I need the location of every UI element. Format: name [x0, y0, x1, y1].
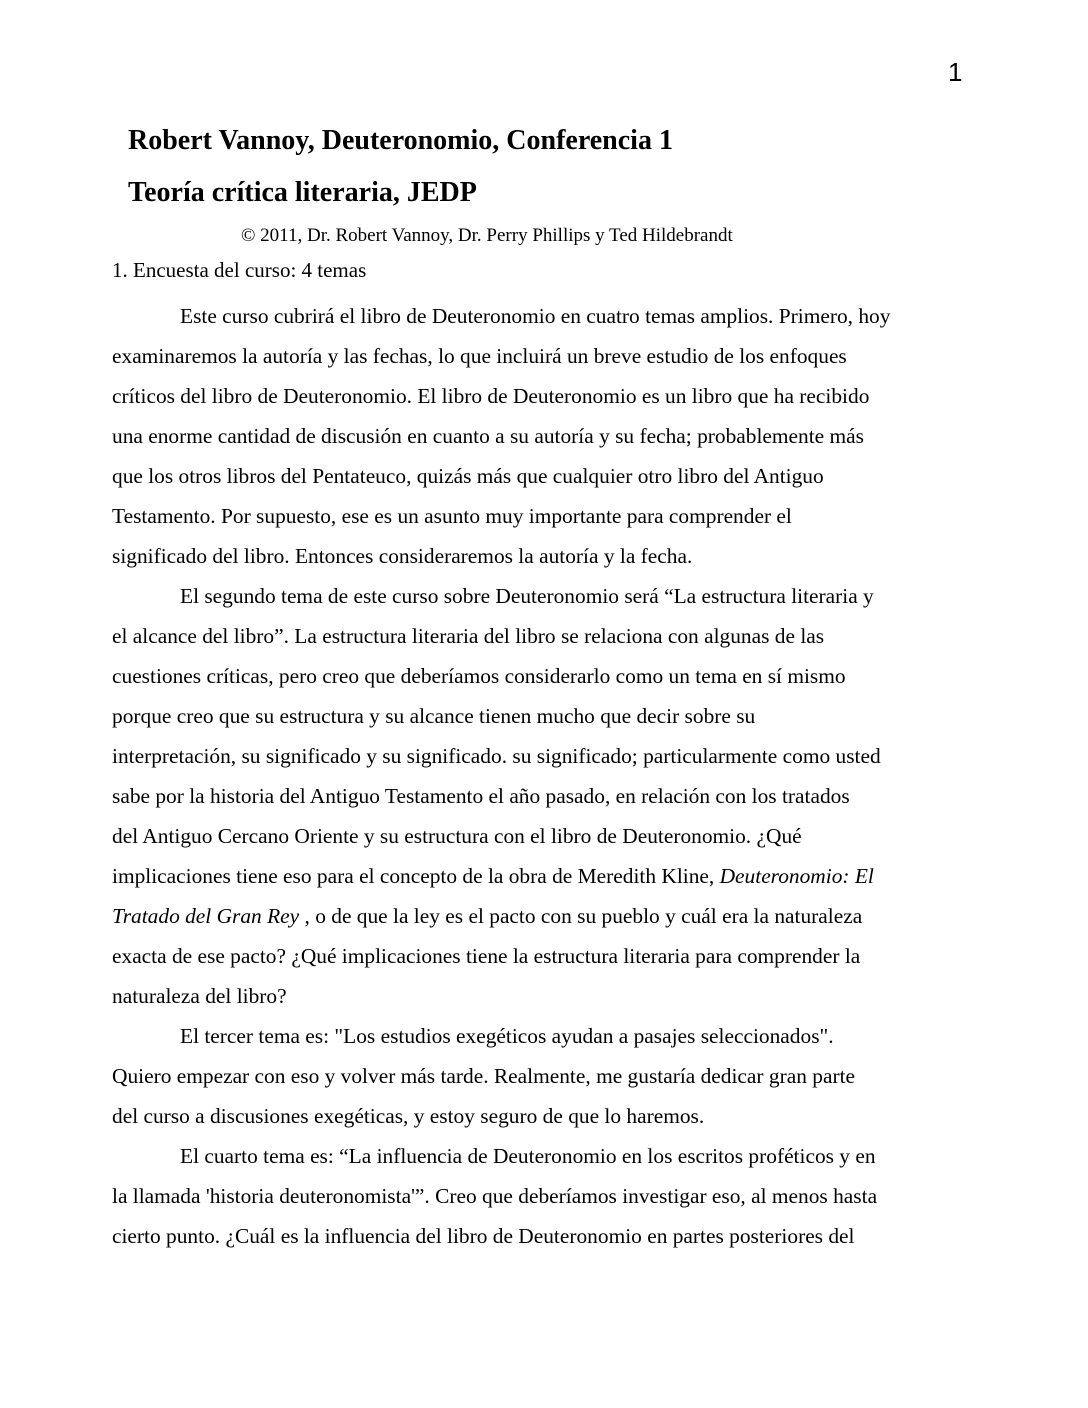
text-run: interpretación, su significado y su significado. su significado; particularmente como usted [112, 744, 881, 768]
paragraph-2-line-10 [112, 936, 976, 976]
text-run: cuestiones críticas, pero creo que deberíamos considerarlo como un tema en sí mismo [112, 664, 846, 688]
paragraph-1-line-2 [112, 336, 976, 376]
paragraph-4-line-2 [112, 1176, 976, 1216]
paragraph-1-line-6 [112, 496, 976, 536]
paragraph-3-line-3 [112, 1096, 976, 1136]
paragraph-1-line-4 [112, 416, 976, 456]
text-run: Testamento. Por supuesto, ese es un asunto muy importante para comprender el [112, 504, 792, 528]
paragraph-2-line-7 [112, 816, 976, 856]
text-run: El cuarto tema es: “La influencia de Deuteronomio en los escritos proféticos y en [180, 1144, 876, 1168]
paragraph-4-line-1 [112, 1136, 976, 1176]
paragraph-2-line-8 [112, 856, 976, 896]
text-run: El segundo tema de este curso sobre Deuteronomio será “La estructura literaria y [180, 584, 874, 608]
paragraph-1-line-7 [112, 536, 976, 576]
text-run: El tercer tema es: "Los estudios exegéticos ayudan a pasajes seleccionados". [180, 1024, 834, 1048]
section-heading: 1. Encuesta del curso: 4 temas [112, 258, 367, 282]
text-run: críticos del libro de Deuteronomio. El libro de Deuteronomio es un libro que ha recibido [112, 384, 870, 408]
text-run: sabe por la historia del Antiguo Testamento el año pasado, en relación con los tratados [112, 784, 850, 808]
document-body [112, 296, 976, 1256]
document-title: Robert Vannoy, Deuteronomio, Conferencia 1 [128, 125, 673, 156]
text-run: implicaciones tiene eso para el concepto de la obra de Meredith Kline, [112, 864, 720, 888]
text-run: del Antiguo Cercano Oriente y su estructura con el libro de Deuteronomio. ¿Qué [112, 824, 802, 848]
text-run: porque creo que su estructura y su alcance tienen mucho que decir sobre su [112, 704, 756, 728]
paragraph-2-line-4 [112, 696, 976, 736]
text-run: del curso a discusiones exegéticas, y estoy seguro de que lo haremos. [112, 1104, 705, 1128]
paragraph-2-line-2 [112, 616, 976, 656]
italic-text-run: Deuteronomio: El [719, 864, 874, 888]
paragraph-2-line-9 [112, 896, 976, 936]
text-run: una enorme cantidad de discusión en cuanto a su autoría y su fecha; probablemente más [112, 424, 864, 448]
text-run: cierto punto. ¿Cuál es la influencia del libro de Deuteronomio en partes posteriores del [112, 1224, 855, 1248]
paragraph-1-line-3 [112, 376, 976, 416]
paragraph-1-line-5 [112, 456, 976, 496]
italic-text-run: Tratado del Gran Rey [112, 904, 300, 928]
text-run: Este curso cubrirá el libro de Deuteronomio en cuatro temas amplios. Primero, hoy [180, 304, 891, 328]
text-run: , o de que la ley es el pacto con su pueblo y cuál era la naturaleza [299, 904, 863, 928]
paragraph-2-line-1 [112, 576, 976, 616]
page-number: 1 [948, 57, 963, 87]
text-run: examinaremos la autoría y las fechas, lo que incluirá un breve estudio de los enfoques [112, 344, 847, 368]
text-run: naturaleza del libro? [112, 984, 287, 1008]
copyright-line: © 2011, Dr. Robert Vannoy, Dr. Perry Phillips y Ted Hildebrandt [241, 225, 733, 246]
paragraph-2-line-5 [112, 736, 976, 776]
paragraph-3-line-1 [112, 1016, 976, 1056]
text-run: la llamada 'historia deuteronomista'”. Creo que deberíamos investigar eso, al menos hasta [112, 1184, 878, 1208]
text-run: significado del libro. Entonces consideraremos la autoría y la fecha. [112, 544, 693, 568]
paragraph-3-line-2 [112, 1056, 976, 1096]
text-run: exacta de ese pacto? ¿Qué implicaciones tiene la estructura literaria para comprender la [112, 944, 861, 968]
text-run: Quiero empezar con eso y volver más tarde. Realmente, me gustaría dedicar gran parte [112, 1064, 856, 1088]
paragraph-1-line-1 [112, 296, 976, 336]
paragraph-4-line-3 [112, 1216, 976, 1256]
document-subtitle: Teoría crítica literaria, JEDP [128, 177, 477, 208]
text-run: el alcance del libro”. La estructura literaria del libro se relaciona con algunas de las [112, 624, 825, 648]
paragraph-2-line-6 [112, 776, 976, 816]
paragraph-2-line-3 [112, 656, 976, 696]
text-run: que los otros libros del Pentateuco, quizás más que cualquier otro libro del Antiguo [112, 464, 824, 488]
paragraph-2-line-11 [112, 976, 976, 1016]
